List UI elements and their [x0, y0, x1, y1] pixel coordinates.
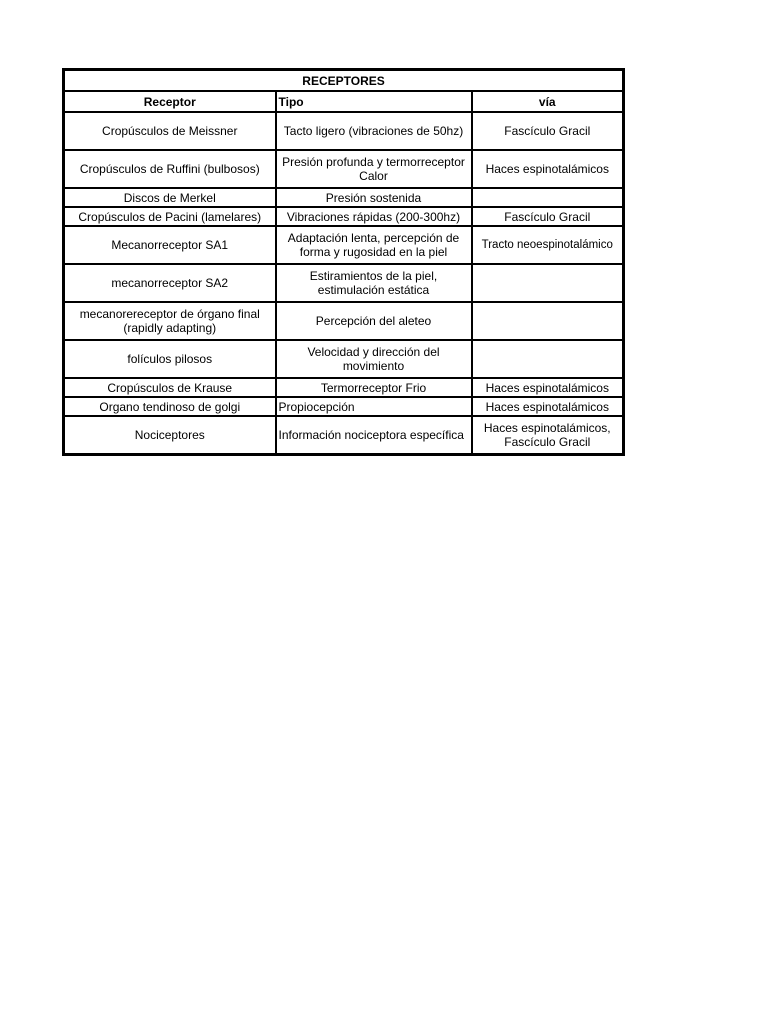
cell-receptor: Organo tendinoso de golgi: [64, 397, 276, 416]
table-row: [64, 112, 624, 150]
table-title-row: [64, 70, 624, 92]
cell-tipo: Termorreceptor Frio: [276, 378, 472, 397]
table-row: [64, 340, 624, 378]
cell-tipo: Velocidad y dirección del movimiento: [276, 340, 472, 378]
cell-receptor: Mecanorreceptor SA1: [64, 226, 276, 264]
cell-via: Fascículo Gracil: [472, 207, 624, 226]
header-receptor: Receptor: [64, 91, 276, 112]
cell-via: Fascículo Gracil: [472, 112, 624, 150]
cell-receptor: Discos de Merkel: [64, 188, 276, 207]
cell-via: [472, 340, 624, 378]
header-via: vía: [472, 91, 624, 112]
cell-tipo: Propiocepción: [276, 397, 472, 416]
table-row: [64, 226, 624, 264]
cell-tipo: Tacto ligero (vibraciones de 50hz): [276, 112, 472, 150]
table-row: [64, 207, 624, 226]
cell-via: Haces espinotalámicos: [472, 150, 624, 188]
cell-receptor: mecanorreceptor SA2: [64, 264, 276, 302]
cell-via: Haces espinotalámicos: [472, 378, 624, 397]
header-tipo: Tipo: [276, 91, 472, 112]
cell-receptor: Nociceptores: [64, 416, 276, 454]
cell-receptor: mecanorereceptor de órgano final (rapidly adapting): [64, 302, 276, 340]
cell-via: Haces espinotalámicos, Fascículo Gracil: [472, 416, 624, 454]
cell-tipo: Presión sostenida: [276, 188, 472, 207]
cell-tipo: Vibraciones rápidas (200-300hz): [276, 207, 472, 226]
table-title: RECEPTORES: [64, 70, 624, 92]
cell-receptor: Cropúsculos de Pacini (lamelares): [64, 207, 276, 226]
cell-tipo: Presión profunda y termorreceptor Calor: [276, 150, 472, 188]
cell-tipo: Adaptación lenta, percepción de forma y rugosidad en la piel: [276, 226, 472, 264]
cell-via: [472, 264, 624, 302]
table-row: [64, 416, 624, 454]
cell-tipo: Información nociceptora específica: [276, 416, 472, 454]
cell-receptor: Cropúsculos de Ruffini (bulbosos): [64, 150, 276, 188]
table-row: [64, 150, 624, 188]
table-row: [64, 397, 624, 416]
cell-receptor: Cropúsculos de Meissner: [64, 112, 276, 150]
cell-via: Tracto neoespinotalámico: [472, 226, 624, 264]
cell-tipo: Estiramientos de la piel, estimulación estática: [276, 264, 472, 302]
cell-via: [472, 188, 624, 207]
table-row: [64, 378, 624, 397]
table-row: [64, 188, 624, 207]
table-row: [64, 302, 624, 340]
cell-receptor: Cropúsculos de Krause: [64, 378, 276, 397]
cell-receptor: folículos pilosos: [64, 340, 276, 378]
table-row: [64, 264, 624, 302]
cell-via: Haces espinotalámicos: [472, 397, 624, 416]
receptors-table: [62, 68, 625, 456]
cell-via: [472, 302, 624, 340]
cell-tipo: Percepción del aleteo: [276, 302, 472, 340]
table-header-row: [64, 91, 624, 112]
